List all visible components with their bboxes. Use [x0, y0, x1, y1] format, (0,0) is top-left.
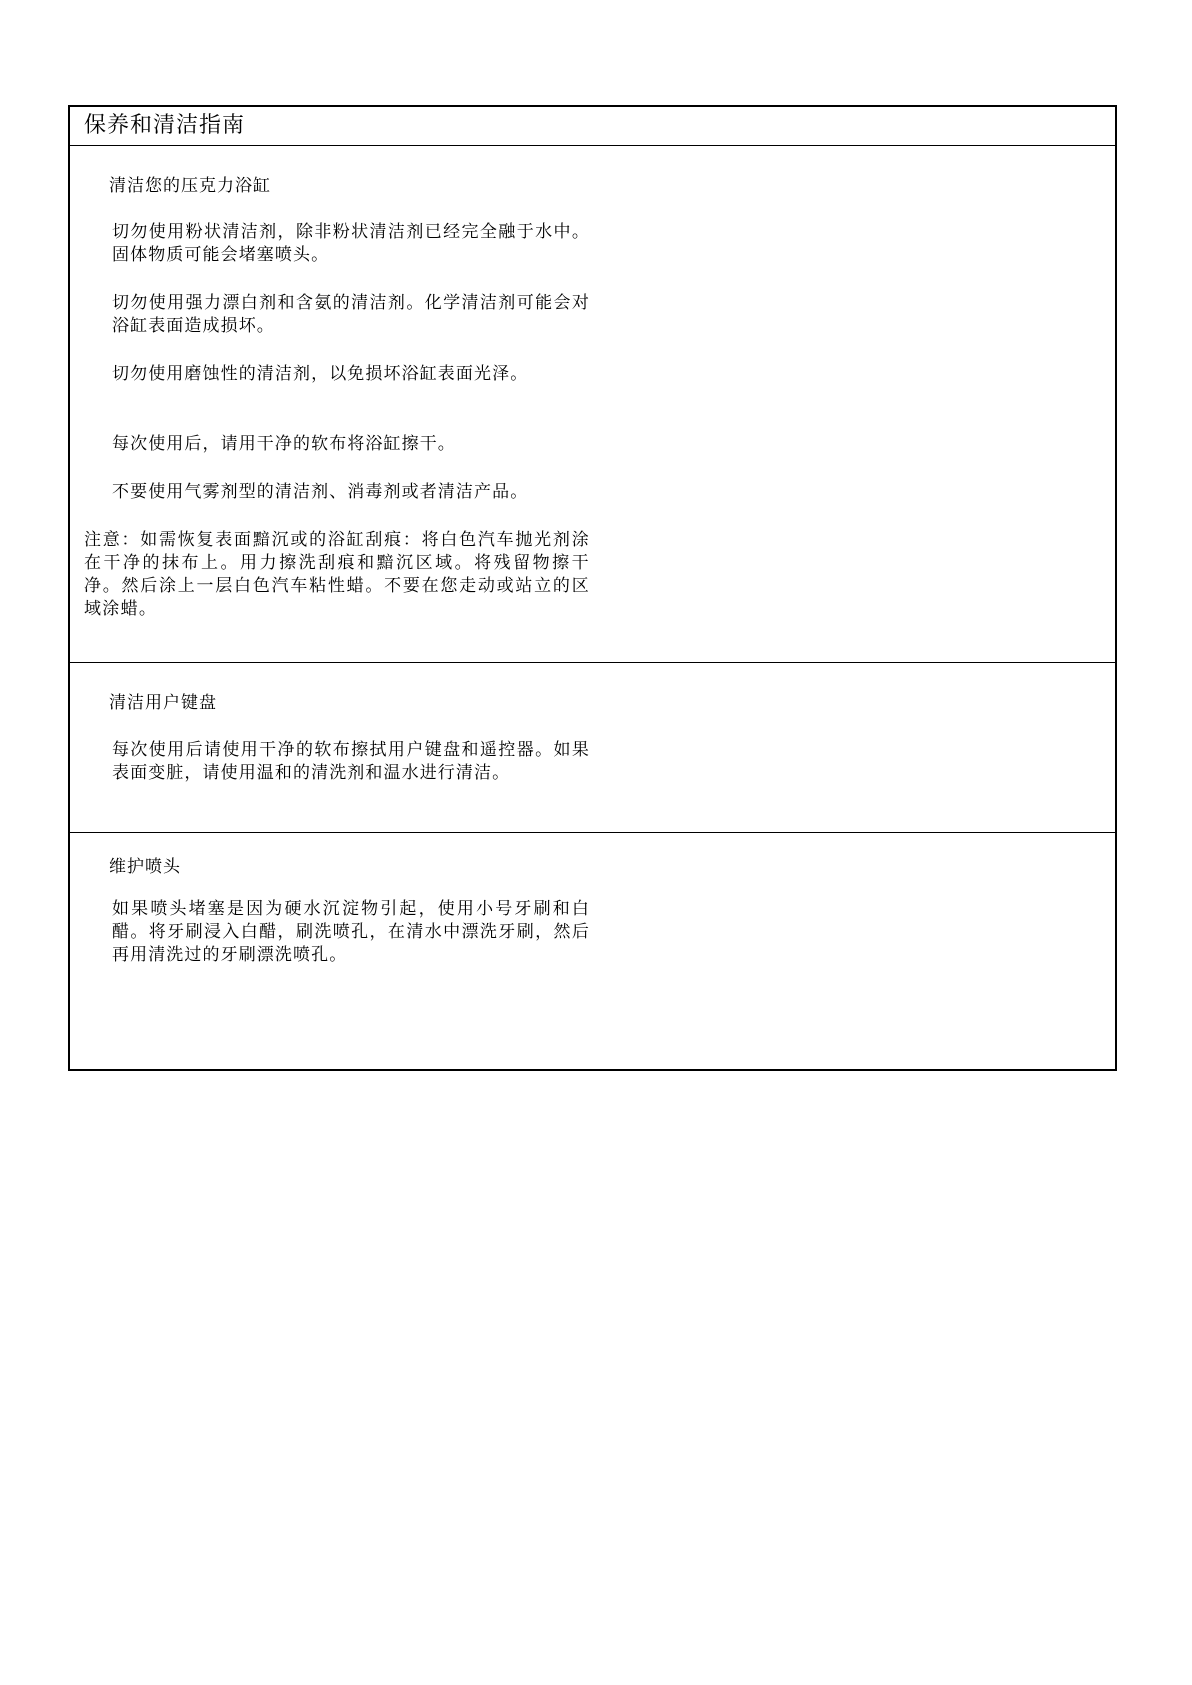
- care-guide-box: [68, 105, 1117, 1071]
- paragraph-bleach-ammonia: 切勿使用强力漂白剂和含氨的清洁剂。化学清洁剂可能会对浴缸表面造成损坏。: [112, 293, 590, 336]
- section-title-clean-bathtub: 清洁您的压克力浴缸: [109, 176, 271, 196]
- guide-header: [70, 107, 1115, 146]
- section-divider: [70, 662, 1115, 663]
- paragraph-abrasive-cleaner: 切勿使用磨蚀性的清洁剂，以免损坏浴缸表面光泽。: [112, 364, 529, 384]
- paragraph-no-aerosol: 不要使用气雾剂型的清洁剂、消毒剂或者清洁产品。: [112, 482, 529, 502]
- guide-title: 保养和清洁指南: [84, 113, 246, 138]
- section-divider: [70, 832, 1115, 833]
- paragraph-jet-clog: 如果喷头堵塞是因为硬水沉淀物引起，使用小号牙刷和白醋。将牙刷浸入白醋，刷洗喷孔，在清水中漂洗牙刷，然后再用清洗过的牙刷漂洗喷孔。: [112, 899, 590, 965]
- section-title-clean-keypad: 清洁用户键盘: [109, 693, 217, 713]
- note-restore-surface: 注意：如需恢复表面黯沉或的浴缸刮痕：将白色汽车抛光剂涂在干净的抹布上。用力擦洗刮痕和黯沉区域。将残留物擦干净。然后涂上一层白色汽车粘性蜡。不要在您走动或站立的区域涂蜡。: [84, 530, 590, 619]
- section-title-maintain-jets: 维护喷头: [109, 857, 181, 877]
- paragraph-dry-after-use: 每次使用后，请用干净的软布将浴缸擦干。: [112, 434, 456, 454]
- paragraph-keypad-cleaning: 每次使用后请使用干净的软布擦拭用户键盘和遥控器。如果表面变脏，请使用温和的清洗剂和温水进行清洁。: [112, 740, 590, 783]
- paragraph-powder-cleaner: 切勿使用粉状清洁剂，除非粉状清洁剂已经完全融于水中。固体物质可能会堵塞喷头。: [112, 222, 590, 265]
